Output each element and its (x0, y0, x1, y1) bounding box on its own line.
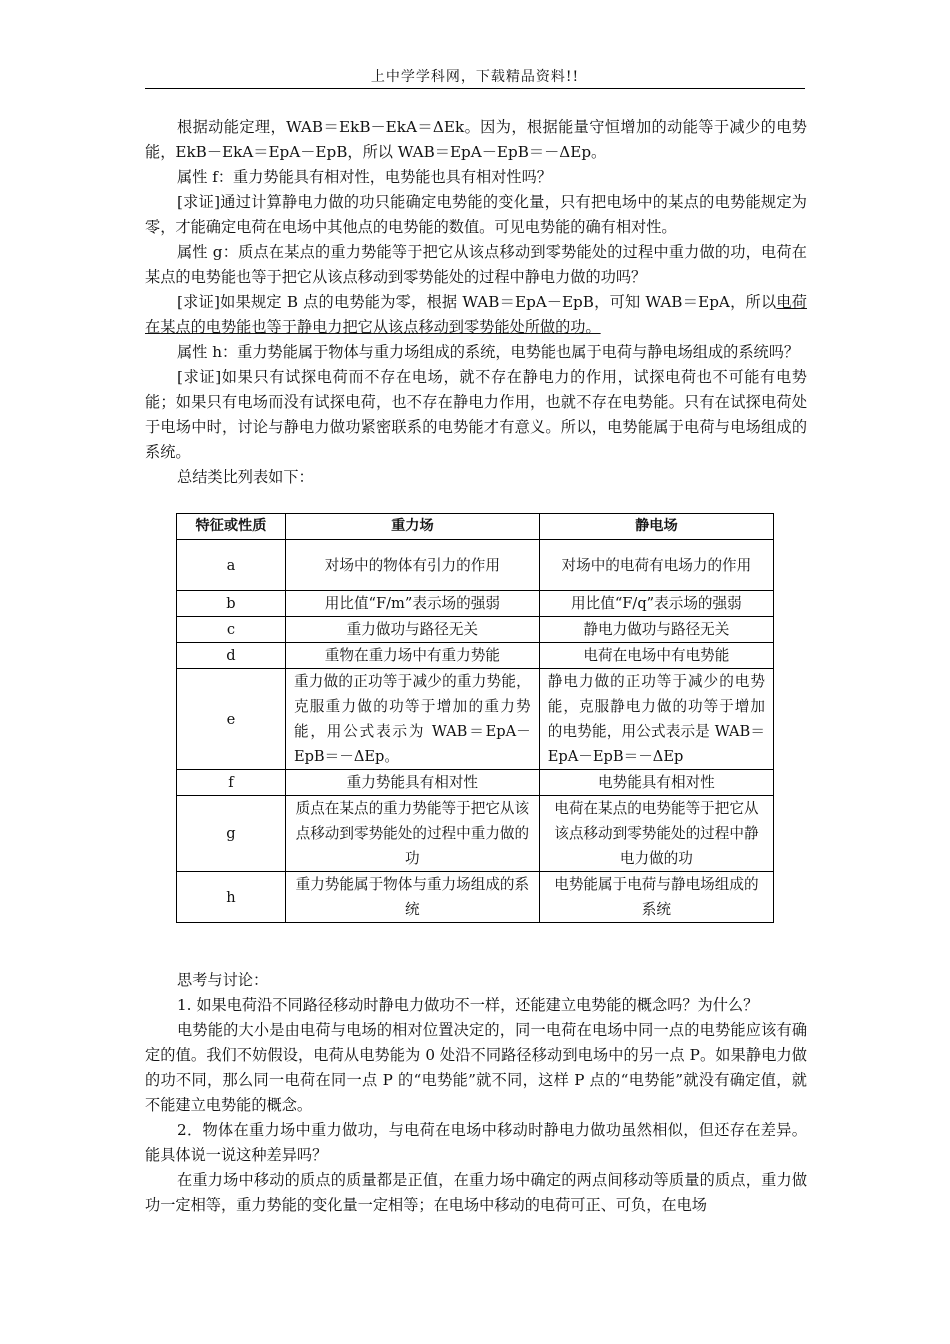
electric-cell: 电荷在电场中有电势能 (539, 643, 773, 669)
gravity-cell: 用比值“F/m”表示场的强弱 (285, 591, 539, 617)
gravity-cell: 重力做的正功等于减少的重力势能，克服重力做的功等于增加的重力势能，用公式表示为 WAB＝EpA－EpB＝－ΔEp。 (285, 669, 539, 770)
gravity-cell: 重力势能属于物体与重力场组成的系统 (285, 872, 539, 923)
gravity-cell: 重力做功与路径无关 (285, 617, 539, 643)
paragraph-property-f: 属性 f：重力势能具有相对性，电势能也具有相对性吗？ (177, 168, 552, 186)
proof-g-text: [求证]如果规定 B 点的电势能为零，根据 WAB＝EpA－EpB，可知 WAB＝EpA，所以 (177, 293, 777, 311)
electric-cell: 静电力做功与路径无关 (539, 617, 773, 643)
header-feature: 特征或性质 (177, 514, 286, 540)
question-1: 1. 如果电荷沿不同路径移动时静电力做功不一样，还能建立电势能的概念吗？为什么？ (177, 996, 759, 1014)
page-header: 上中学学科网，下载精品资料!! (370, 69, 580, 85)
electric-cell: 静电力做的正功等于减少的电势能，克服静电力做的功等于增加的电势能，用公式表示是 WAB＝EpA－EpB＝－ΔEp (539, 669, 773, 770)
table-row (177, 643, 774, 669)
discussion-title: 思考与讨论： (177, 971, 269, 989)
row-key: h (177, 872, 286, 923)
electric-cell: 对场中的电荷有电场力的作用 (539, 540, 773, 591)
header-divider (145, 88, 805, 89)
proof-g-underlined: 电荷在某点的电势能也等于静电力把它从该点移动到零势能处所做的功。 (145, 293, 807, 336)
row-key: g (177, 796, 286, 872)
discussion-section (145, 968, 807, 1218)
paragraph-kinetic-energy: 根据动能定理，WAB＝EkB－EkA＝ΔEk。因为，根据能量守恒增加的动能等于减少的电势能，EkB－EkA＝EpA－EpB，所以 WAB＝EpA－EpB＝－ΔEp。 (145, 118, 807, 161)
header-gravity-field: 重力场 (285, 514, 539, 540)
gravity-cell: 对场中的物体有引力的作用 (285, 540, 539, 591)
row-key: d (177, 643, 286, 669)
paragraph-proof-h: [求证]如果只有试探电荷而不存在电场，就不存在静电力的作用，试探电荷也不可能有电势能；如果只有电场而没有试探电荷，也不存在静电力作用，也就不存在电势能。只有在试探电荷处于电场中时，讨论与静电力做功紧密联系的电势能才有意义。所以，电势能属于电荷与电场组成的系统。 (145, 368, 807, 461)
table-row (177, 617, 774, 643)
row-key: e (177, 669, 286, 770)
table-header-row (177, 514, 774, 540)
answer-2: 在重力场中移动的质点的质量都是正值，在重力场中确定的两点间移动等质量的质点，重力做功一定相等，重力势能的变化量一定相等；在电场中移动的电荷可正、可负，在电场 (145, 1171, 807, 1214)
gravity-cell: 重物在重力场中有重力势能 (285, 643, 539, 669)
table-row (177, 591, 774, 617)
question-2: 2．物体在重力场中重力做功，与电荷在电场中移动时静电力做功虽然相似，但还存在差异。能具体说一说这种差异吗？ (145, 1121, 807, 1164)
paragraph-table-intro: 总结类比列表如下： (177, 468, 314, 486)
row-key: a (177, 540, 286, 591)
row-key: b (177, 591, 286, 617)
electric-cell: 电势能具有相对性 (539, 770, 773, 796)
electric-cell: 用比值“F/q”表示场的强弱 (539, 591, 773, 617)
gravity-cell: 重力势能具有相对性 (285, 770, 539, 796)
paragraph-property-g: 属性 g：质点在某点的重力势能等于把它从该点移动到零势能处的过程中重力做的功，电荷在某点的电势能也等于把它从该点移动到零势能处的过程中静电力做的功吗？ (145, 243, 807, 286)
row-key: c (177, 617, 286, 643)
table-row (177, 540, 774, 591)
row-key: f (177, 770, 286, 796)
table-row (177, 796, 774, 872)
electric-cell: 电势能属于电荷与静电场组成的系统 (539, 872, 773, 923)
table-row (177, 669, 774, 770)
electric-cell: 电荷在某点的电势能等于把它从该点移动到零势能处的过程中静电力做的功 (539, 796, 773, 872)
answer-1: 电势能的大小是由电荷与电场的相对位置决定的，同一电荷在电场中同一点的电势能应该有确定的值。我们不妨假设，电荷从电势能为 0 处沿不同路径移动到电场中的另一点 P。如果静电力做的功不同，那么同一电荷在同一点 P 的“电势能”就不同，这样 P 点的“电势能”就没有确定值，就不能建立电势能的概念。 (145, 1021, 807, 1114)
table-row (177, 872, 774, 923)
paragraph-proof-g (145, 290, 807, 340)
paragraph-proof-f: [求证]通过计算静电力做的功只能确定电势能的变化量，只有把电场中的某点的电势能规定为零，才能确定电荷在电场中其他点的电势能的数值。可见电势能的确有相对性。 (145, 193, 807, 236)
header-electrostatic-field: 静电场 (539, 514, 773, 540)
table-row (177, 770, 774, 796)
paragraph-property-h: 属性 h：重力势能属于物体与重力场组成的系统，电势能也属于电荷与静电场组成的系统吗？ (177, 343, 800, 361)
intro-section (145, 115, 807, 490)
comparison-table (176, 513, 774, 923)
gravity-cell: 质点在某点的重力势能等于把它从该点移动到零势能处的过程中重力做的功 (285, 796, 539, 872)
